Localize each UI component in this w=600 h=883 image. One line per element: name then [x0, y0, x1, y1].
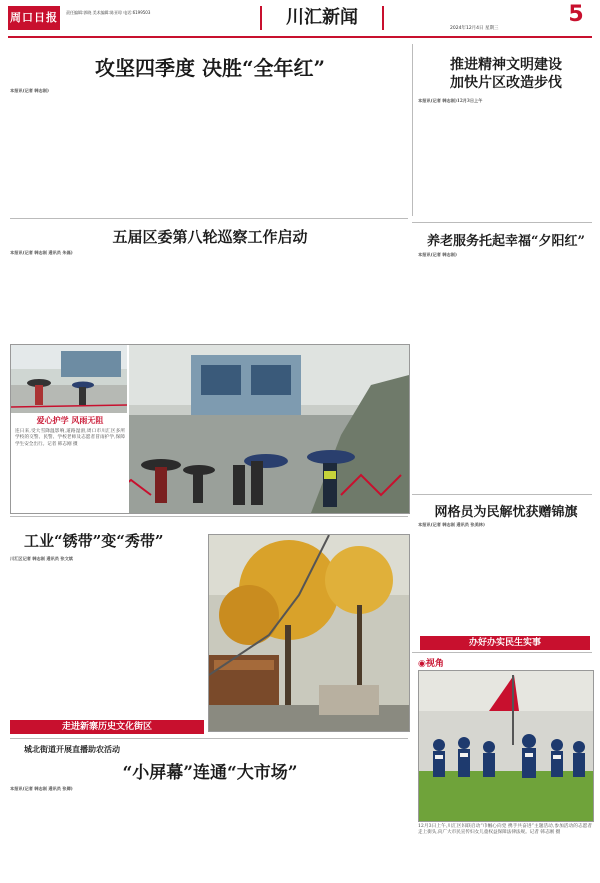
article-a6-col3 — [210, 786, 304, 876]
banner-history: 走进新寨历史文化街区 — [10, 720, 204, 734]
a7-kicker: 川汇区记者 韩志刚 通讯员 张文斌 — [10, 556, 73, 561]
photo-caption-title: 爱心护学 风雨无阻 — [36, 415, 104, 425]
headline-a2-line2: 加快片区改造步伐 — [450, 75, 562, 91]
header-rule — [8, 36, 592, 38]
a6-dateline: 本报讯(记者 韩志刚 通讯员 张卿) — [10, 786, 73, 791]
article-a2-col1 — [418, 98, 502, 218]
section-title: 川汇新闻 — [260, 6, 384, 30]
column-divider — [412, 44, 413, 216]
article-a5-col1 — [418, 522, 502, 634]
article-a3-col1 — [10, 250, 104, 340]
a2-dateline: 本报讯(记者 韩志刚)12月3日上午 — [418, 98, 483, 103]
article-a1-col4 — [310, 88, 404, 214]
banner-practical: 办好办实民生实事 — [420, 636, 590, 650]
a1-dateline: 本报讯(记者 韩志刚) — [10, 88, 49, 93]
article-a2-col2 — [508, 98, 592, 218]
photo-caption: 连日来,受大雪降温影响,道路湿滑,周口市川汇区多所学校的交警、民警、学校老师及志愿者冒雨护学,保障学生安全出行。记者 韩志刚 摄 — [15, 429, 125, 447]
divider — [10, 516, 408, 517]
section-label-perspective — [418, 656, 478, 669]
editor-info: 责任编辑:郭晓 美术编辑:陈亚琼 电话:6199503 — [66, 10, 151, 15]
article-a6-col1 — [10, 786, 104, 876]
article-a3-col4 — [310, 250, 404, 340]
article-a1-col1 — [10, 88, 104, 214]
headline-a6: “小屏幕”连通“大市场” — [122, 763, 298, 783]
article-a4-col2 — [508, 252, 592, 490]
headline-a3: 五届区委第八轮巡察工作启动 — [112, 228, 308, 246]
article-a1-col2 — [110, 88, 204, 214]
headline-a4: 养老服务托起幸福“夕阳红” — [427, 234, 585, 249]
eye-icon: ◉ — [418, 659, 426, 669]
headline-a5: 网格员为民解忧获赠锦旗 — [434, 505, 578, 520]
page-number: 5 — [568, 2, 584, 27]
headline-a2-line1: 推进精神文明建设 — [450, 57, 562, 73]
divider — [412, 494, 592, 495]
kicker-a6: 城北街道开展直播助农活动 — [24, 744, 120, 754]
article-a6-col4 — [310, 786, 404, 876]
article-a7-col1 — [10, 556, 104, 716]
a5-dateline: 本报讯(记者 韩志刚 通讯员 张美林) — [418, 522, 485, 527]
issue-date: 2024年12月4日 星期三 — [450, 26, 499, 31]
headline-a7: 工业“锈带”变“秀带” — [24, 532, 164, 550]
divider — [412, 652, 592, 653]
event-photo — [418, 670, 594, 822]
article-a6-col2 — [110, 786, 204, 876]
a3-dateline: 本报讯(记者 韩志刚 通讯员 朱磊) — [10, 250, 73, 255]
inset-panel — [11, 345, 129, 513]
divider — [10, 218, 408, 219]
divider — [412, 222, 592, 223]
street-photo — [10, 344, 410, 514]
park-photo — [208, 534, 410, 732]
park-photo-image — [209, 535, 409, 731]
headline-a1: 攻坚四季度 决胜“全年红” — [95, 56, 325, 80]
article-a3-col2 — [110, 250, 204, 340]
event-photo-image — [419, 671, 593, 821]
page-header — [0, 0, 600, 40]
headline-a2 — [420, 56, 592, 92]
perspective-label: 视角 — [425, 659, 444, 669]
a4-dateline: 本报讯(记者 韩志刚) — [418, 252, 457, 257]
article-a1-col3 — [210, 88, 304, 214]
article-a4-col1 — [418, 252, 502, 490]
event-photo-caption: 12月3日上午,川汇区妇联启动“巾帼心向党 携手共奋进”主题活动,参加活动的志愿者走上街头,向广大市民宣传妇女儿童权益保障法律法规。记者 韩志刚 摄 — [418, 824, 592, 836]
divider — [10, 738, 408, 739]
article-a3-col3 — [210, 250, 304, 340]
article-a5-col2 — [508, 522, 592, 634]
article-a7-col2 — [110, 556, 204, 716]
newspaper-logo: 周口日报 — [8, 6, 60, 30]
inset-photo-image — [11, 345, 127, 413]
